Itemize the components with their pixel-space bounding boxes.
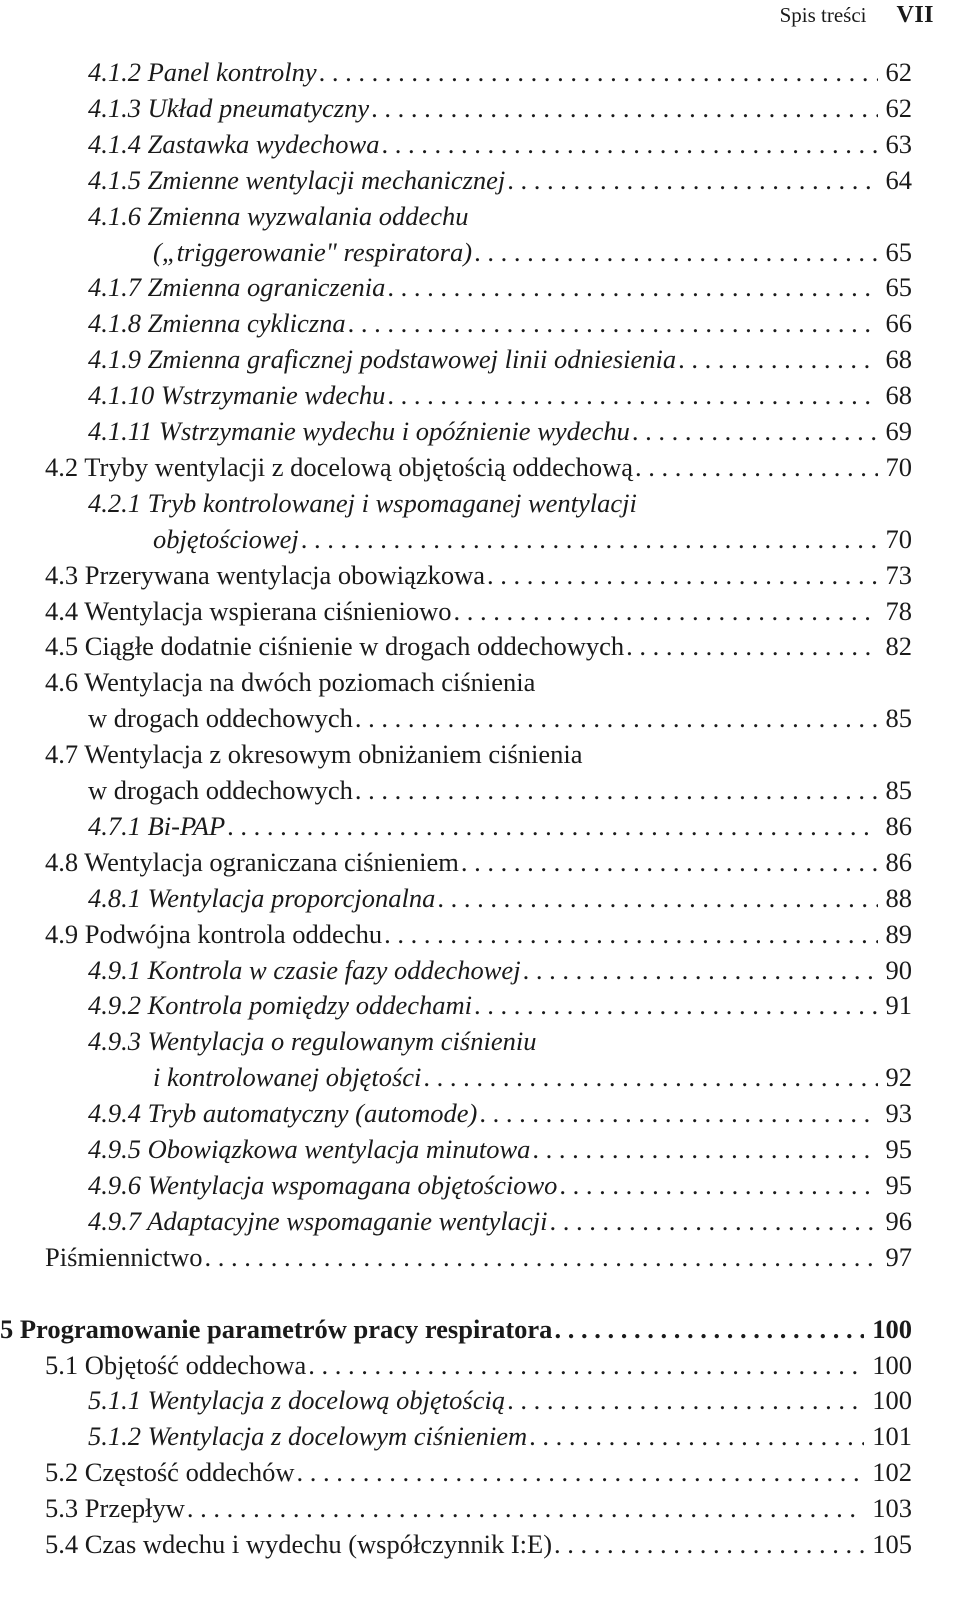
toc-entry-page: 95 <box>885 1134 912 1164</box>
toc-entry-label: 4.1.10 Wstrzymanie wdechu <box>88 380 386 411</box>
header-title: Spis treści <box>779 2 867 27</box>
toc-entry-page: 69 <box>885 416 912 446</box>
toc-entry-label: w drogach oddechowych <box>88 775 353 805</box>
toc-entry-label: 4.5 Ciągłe dodatnie ciśnienie w drogach oddechowych <box>45 631 625 662</box>
toc-entry <box>88 1203 912 1239</box>
toc-entry-label: i kontrolowanej objętości <box>153 1062 422 1093</box>
toc-entry <box>45 449 912 485</box>
toc-entry <box>88 198 912 234</box>
dot-leader <box>295 1454 865 1490</box>
toc-entry <box>45 593 912 629</box>
toc-entry-label: 5.1.1 Wentylacja z docelową objętością <box>88 1385 506 1416</box>
dot-leader <box>472 987 878 1023</box>
toc-entry-label: 4.8 Wentylacja ograniczana ciśnieniem <box>45 846 459 877</box>
toc-entry-page: 102 <box>872 1457 912 1488</box>
dot-leader <box>505 1382 864 1418</box>
toc-entry-label: 4.2 Tryby wentylacji z docelową objętością oddechową <box>45 451 634 482</box>
toc-entry-page: 100 <box>872 1313 912 1344</box>
toc-entry-label: 4.9 Podwójna kontrola oddechu <box>45 918 383 949</box>
dot-leader <box>435 880 877 916</box>
toc-entry-page: 73 <box>885 559 912 590</box>
dot-leader <box>633 449 877 485</box>
dot-leader <box>306 1347 864 1383</box>
toc-entry-label: 4.1.4 Zastawka wydechowa <box>88 128 380 159</box>
toc-entry <box>45 916 912 952</box>
dot-leader <box>385 269 877 305</box>
toc-entry <box>88 485 912 521</box>
dot-leader <box>346 305 878 341</box>
toc-entry <box>88 162 912 198</box>
toc-entry-label: 4.1.6 Zmienna wyzwalania oddechu <box>88 200 469 231</box>
dot-leader <box>472 234 877 270</box>
dot-leader <box>185 1490 864 1526</box>
toc-entry-label: 4.1.3 Układ pneumatyczny <box>88 92 370 123</box>
toc-entry-label: 4.7 Wentylacja z okresowym obniżaniem ciśnienia <box>45 739 583 770</box>
toc-entry <box>88 90 912 126</box>
toc-entry <box>88 880 912 916</box>
toc-entry <box>88 808 912 844</box>
toc-entry <box>45 557 912 593</box>
toc-entry <box>45 1490 912 1526</box>
toc-entry-page: 95 <box>885 1169 912 1200</box>
toc-entry-page: 66 <box>885 308 912 339</box>
toc-entry-page: 68 <box>885 344 912 375</box>
toc-entry-page: 63 <box>885 128 912 159</box>
dot-leader <box>421 1059 877 1095</box>
dot-leader <box>382 916 877 952</box>
toc-entry-label: 4.9.3 Wentylacja o regulowanym ciśnieniu <box>88 1026 537 1057</box>
toc-entry-page: 68 <box>885 380 912 411</box>
toc-entry-page: 105 <box>872 1529 912 1559</box>
toc-entry-page: 70 <box>885 451 912 482</box>
dot-leader <box>477 1095 877 1131</box>
toc-entry <box>0 1311 912 1347</box>
toc-entry <box>88 269 912 305</box>
toc-entry-label: 4.1.9 Zmienna graficznej podstawowej linii odniesienia <box>88 344 677 375</box>
toc-entry <box>153 234 912 270</box>
toc-entry-page: 85 <box>885 703 912 734</box>
toc-entry-label: 4.9.7 Adaptacyjne wspomaganie wentylacji <box>88 1205 548 1236</box>
toc-entry <box>88 1023 912 1059</box>
toc-entry-label: 5.1 Objętość oddechowa <box>45 1349 307 1380</box>
toc-entry-page: 65 <box>885 272 912 303</box>
toc-entry-label: 5 Programowanie parametrów pracy respiratora <box>0 1313 553 1344</box>
toc-entry-label: 4.4 Wentylacja wspierana ciśnieniowo <box>45 595 452 626</box>
toc-entry <box>88 1418 912 1454</box>
toc-entry-page: 89 <box>885 918 912 949</box>
toc-entry-label: 4.3 Przerywana wentylacja obowiązkowa <box>45 559 486 590</box>
dot-leader <box>676 341 877 377</box>
toc-entry <box>45 1347 912 1383</box>
toc-entry <box>88 54 912 90</box>
dot-leader <box>203 1239 878 1275</box>
dot-leader <box>552 1526 864 1562</box>
toc-entry-page: 101 <box>872 1421 912 1452</box>
toc-entry <box>45 664 912 700</box>
toc-entry-label: 4.9.5 Obowiązkowa wentylacja minutowa <box>88 1134 531 1164</box>
toc-entry <box>45 736 912 772</box>
toc-entry-label: 4.1.2 Panel kontrolny <box>88 57 317 87</box>
toc-entry-page: 88 <box>885 882 912 913</box>
toc-entry <box>45 844 912 880</box>
toc-entry <box>88 1382 912 1418</box>
toc-entry-label: w drogach oddechowych <box>88 703 353 734</box>
dot-leader <box>630 413 878 449</box>
dot-leader <box>225 808 877 844</box>
running-header <box>780 0 934 30</box>
toc-entry-page: 100 <box>872 1385 912 1416</box>
toc-entry-label: 5.2 Częstość oddechów <box>45 1457 295 1488</box>
dot-leader <box>548 1203 878 1239</box>
toc-entry <box>88 987 912 1023</box>
toc-entry-label: 4.9.6 Wentylacja wspomagana objętościowo <box>88 1169 558 1200</box>
toc-entry <box>153 521 912 557</box>
toc-entry-page: 96 <box>885 1205 912 1236</box>
toc-entry <box>88 1167 912 1203</box>
toc-entry <box>88 341 912 377</box>
dot-leader <box>353 700 878 736</box>
toc-entry <box>45 1454 912 1490</box>
toc-entry <box>88 952 912 988</box>
toc-entry <box>88 377 912 413</box>
toc-entry-label: 4.6 Wentylacja na dwóch poziomach ciśnienia <box>45 667 536 698</box>
toc-entry-page: 91 <box>885 990 912 1021</box>
toc-entry <box>88 126 912 162</box>
dot-leader <box>353 772 878 808</box>
toc-entry-page: 70 <box>885 523 912 554</box>
toc-entry-page: 65 <box>885 236 912 267</box>
toc-entry-page: 97 <box>885 1241 912 1272</box>
dot-leader <box>527 1418 864 1454</box>
toc-entry-label: 5.4 Czas wdechu i wydechu (współczynnik I:E) <box>45 1529 553 1559</box>
toc-entry-label: 5.3 Przepływ <box>45 1493 185 1524</box>
toc-entry <box>88 305 912 341</box>
toc-entry-label: 4.9.1 Kontrola w czasie fazy oddechowej <box>88 954 521 985</box>
toc-entry-label: 4.7.1 Bi-PAP <box>88 810 226 841</box>
dot-leader <box>485 557 877 593</box>
toc-entry-label: Piśmiennictwo <box>45 1241 203 1272</box>
dot-leader <box>299 521 878 557</box>
toc-entry-page: 78 <box>885 595 912 626</box>
toc-entry-label: 4.1.11 Wstrzymanie wydechu i opóźnienie wydechu <box>88 416 630 446</box>
toc-entry-page: 62 <box>885 57 912 87</box>
toc-entry-page: 100 <box>872 1349 912 1380</box>
toc-entry <box>153 1059 912 1095</box>
toc-entry-label: 5.1.2 Wentylacja z docelowym ciśnieniem <box>88 1421 528 1452</box>
toc-entry-label: objętościowej <box>153 523 299 554</box>
dot-leader <box>530 1131 877 1167</box>
toc-entry <box>88 772 912 808</box>
dot-leader <box>459 844 878 880</box>
toc-entry <box>88 1095 912 1131</box>
toc-entry-label: 4.8.1 Wentylacja proporcjonalna <box>88 882 436 913</box>
toc-entry-page: 82 <box>885 631 912 662</box>
toc-entry <box>45 628 912 664</box>
toc-entry-label: 4.9.4 Tryb automatyczny (automode) <box>88 1098 478 1129</box>
dot-leader <box>380 126 878 162</box>
toc-entry-label: („triggerowanie" respiratora) <box>153 236 473 267</box>
toc-entry-label: 4.2.1 Tryb kontrolowanej i wspomaganej wentylacji <box>88 487 637 518</box>
dot-leader <box>385 377 877 413</box>
toc-entry-page: 86 <box>885 846 912 877</box>
toc-entry <box>88 1131 912 1167</box>
toc-entry-label: 4.1.8 Zmienna cykliczna <box>88 308 346 339</box>
header-page-number: VII <box>896 1 934 28</box>
toc-entry-page: 90 <box>885 954 912 985</box>
dot-leader <box>557 1167 877 1203</box>
dot-leader <box>624 628 877 664</box>
toc-entry-label: 4.9.2 Kontrola pomiędzy oddechami <box>88 990 472 1021</box>
toc-entry-page: 93 <box>885 1098 912 1129</box>
toc-entry <box>88 700 912 736</box>
dot-leader <box>521 952 878 988</box>
toc-entry <box>45 1239 912 1275</box>
dot-leader <box>552 1311 864 1347</box>
toc-entry-page: 85 <box>885 775 912 805</box>
toc-entry-page: 92 <box>885 1062 912 1093</box>
toc-entry-page: 64 <box>885 164 912 195</box>
toc-entry-page: 86 <box>885 810 912 841</box>
toc-entry-label: 4.1.7 Zmienna ograniczenia <box>88 272 386 303</box>
toc-entry-page: 62 <box>885 92 912 123</box>
toc-entry <box>88 413 912 449</box>
toc-entry-label: 4.1.5 Zmienne wentylacji mechanicznej <box>88 164 506 195</box>
dot-leader <box>505 162 877 198</box>
toc-entry-page: 103 <box>872 1493 912 1524</box>
dot-leader <box>317 54 878 90</box>
dot-leader <box>369 90 877 126</box>
toc-entry <box>45 1526 912 1562</box>
dot-leader <box>452 593 878 629</box>
